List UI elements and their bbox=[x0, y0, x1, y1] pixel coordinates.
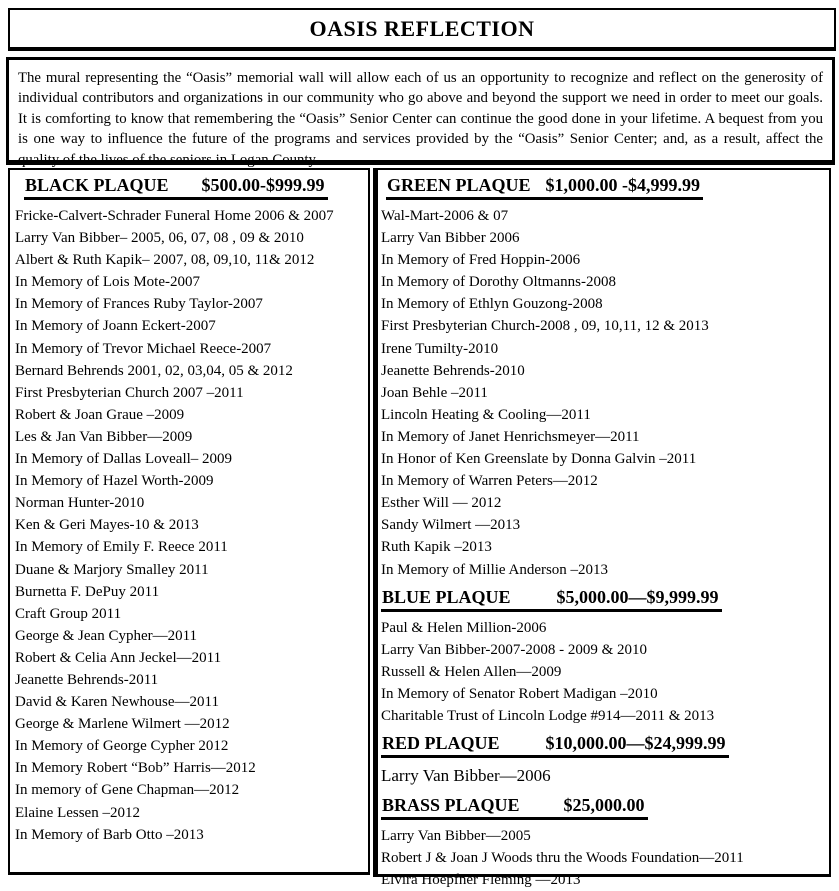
section-header-black-plaque bbox=[24, 175, 328, 200]
plaque-section-black-plaque bbox=[15, 173, 366, 846]
black-plaque-column bbox=[8, 168, 370, 875]
plaque-section-brass-plaque bbox=[381, 789, 827, 891]
donor-entry: Esther Will — 2012 bbox=[381, 495, 502, 512]
section-header-green-plaque bbox=[386, 175, 703, 200]
donor-entry: Joan Behle –2011 bbox=[381, 384, 488, 401]
plaque-levels-column bbox=[373, 168, 831, 889]
section-header-blue-plaque bbox=[381, 587, 722, 612]
donor-entry: Robert J & Joan J Woods thru the Woods Foundation—2011 bbox=[381, 850, 744, 867]
donor-entry: Robert & Joan Graue –2009 bbox=[15, 406, 185, 423]
donor-entry: Larry Van Bibber-2007-2008 - 2009 & 2010 bbox=[381, 641, 648, 658]
donor-entry: Norman Hunter-2010 bbox=[15, 495, 145, 512]
donor-entry: First Presbyterian Church-2008 , 09, 10,11, 12 & 2013 bbox=[381, 318, 709, 335]
plaque-name: GREEN PLAQUE bbox=[387, 175, 531, 195]
plaque-name: BLACK PLAQUE bbox=[25, 175, 169, 195]
donor-entry: Paul & Helen Million-2006 bbox=[381, 619, 547, 636]
donor-entry: Larry Van Bibber 2006 bbox=[381, 230, 520, 247]
donor-entry: Fricke-Calvert-Schrader Funeral Home 2006 & 2007 bbox=[15, 208, 334, 224]
donor-entry: Larry Van Bibber—2006 bbox=[381, 766, 551, 786]
plaque-section-red-plaque bbox=[381, 727, 827, 789]
donor-entry: David & Karen Newhouse—2011 bbox=[15, 694, 219, 711]
donor-entry: Lincoln Heating & Cooling—2011 bbox=[381, 406, 591, 423]
donor-entry: In Honor of Ken Greenslate by Donna Galvin –2011 bbox=[381, 451, 697, 468]
donor-entry: Larry Van Bibber– 2005, 06, 07, 08 , 09 & 2010 bbox=[15, 230, 304, 247]
donor-entry: Jeanette Behrends-2011 bbox=[15, 671, 159, 688]
donor-entry: Les & Jan Van Bibber—2009 bbox=[15, 428, 193, 445]
donor-list bbox=[15, 205, 366, 846]
donor-entry: Ken & Geri Mayes-10 & 2013 bbox=[15, 517, 199, 534]
donor-entry: In Memory of Warren Peters—2012 bbox=[381, 473, 598, 490]
donor-entry: Charitable Trust of Lincoln Lodge #914—2011 & 2013 bbox=[381, 707, 715, 724]
donor-entry: Jeanette Behrends-2010 bbox=[381, 362, 525, 379]
donor-entry: Duane & Marjory Smalley 2011 bbox=[15, 561, 209, 578]
donor-entry: Wal-Mart-2006 & 07 bbox=[381, 208, 509, 224]
donor-entry: In Memory of Dorothy Oltmanns-2008 bbox=[381, 274, 616, 291]
donor-list bbox=[381, 763, 827, 789]
donor-entry: In Memory of Millie Anderson –2013 bbox=[381, 561, 609, 578]
plaque-price-range: $500.00-$999.99 bbox=[201, 175, 325, 195]
donor-entry: Larry Van Bibber—2005 bbox=[381, 828, 531, 845]
donor-entry: In Memory of Frances Ruby Taylor-2007 bbox=[15, 296, 263, 313]
donor-entry: Bernard Behrends 2001, 02, 03,04, 05 & 2012 bbox=[15, 362, 293, 379]
donor-entry: In Memory of Trevor Michael Reece-2007 bbox=[15, 340, 272, 357]
donor-entry: Craft Group 2011 bbox=[15, 605, 122, 622]
donor-list bbox=[381, 825, 827, 891]
donor-entry: In Memory of Fred Hoppin-2006 bbox=[381, 252, 581, 269]
section-header-red-plaque bbox=[381, 733, 729, 758]
donor-entry: In Memory of Janet Henrichsmeyer—2011 bbox=[381, 428, 640, 445]
section-header-brass-plaque bbox=[381, 795, 648, 820]
donor-entry: Russell & Helen Allen—2009 bbox=[381, 663, 562, 680]
donor-list bbox=[381, 617, 827, 727]
plaque-name: BLUE PLAQUE bbox=[382, 586, 511, 607]
page-title: OASIS REFLECTION bbox=[309, 15, 535, 41]
donor-entry: In Memory of Senator Robert Madigan –2010 bbox=[381, 685, 658, 702]
plaque-price-range: $1,000.00 -$4,999.99 bbox=[545, 175, 701, 195]
plaque-price-range: $25,000.00 bbox=[563, 795, 645, 816]
donor-entry: In Memory of George Cypher 2012 bbox=[15, 738, 229, 755]
donor-entry: In Memory of Dallas Loveall– 2009 bbox=[15, 451, 233, 468]
donor-entry: In memory of Gene Chapman—2012 bbox=[15, 782, 240, 799]
donor-entry: In Memory Robert “Bob” Harris—2012 bbox=[15, 760, 256, 777]
donor-entry: First Presbyterian Church 2007 –2011 bbox=[15, 384, 244, 401]
donor-entry: Albert & Ruth Kapik– 2007, 08, 09,10, 11& 2012 bbox=[15, 252, 315, 269]
donor-entry: In Memory of Hazel Worth-2009 bbox=[15, 473, 214, 490]
intro-paragraph: The mural representing the “Oasis” memorial wall will allow each of us an opportunity to recognize and reflect on the generosity of individual contributors and organizations in our community who go above and beyond the support we need in order to meet our goals. It is comforting to know that remembering the “Oasis” Senior Center can continue the good done in your lifetime. A bequest from you is one way to influence the future of the programs and services provided by the “Oasis” Senior Center; and, as a result, affect the quality of the lives of the seniors in Logan County. bbox=[18, 70, 823, 168]
donor-entry: Elaine Lessen –2012 bbox=[15, 804, 140, 821]
donor-entry: George & Marlene Wilmert —2012 bbox=[15, 716, 230, 733]
donor-entry: Ruth Kapik –2013 bbox=[381, 539, 492, 556]
donor-entry: In Memory of Lois Mote-2007 bbox=[15, 274, 200, 291]
donor-list bbox=[381, 205, 827, 581]
donor-entry: Irene Tumilty-2010 bbox=[381, 340, 499, 357]
page-title-box bbox=[8, 8, 836, 51]
plaque-price-range: $5,000.00—$9,999.99 bbox=[556, 586, 719, 607]
donor-entry: Elvira Hoepfner Fleming —2013 bbox=[381, 872, 581, 889]
donor-entry: Burnetta F. DePuy 2011 bbox=[15, 583, 160, 600]
plaque-section-blue-plaque bbox=[381, 581, 827, 727]
intro-box bbox=[6, 57, 835, 168]
donor-entry: In Memory of Emily F. Reece 2011 bbox=[15, 539, 228, 556]
donor-entry: In Memory of Barb Otto –2013 bbox=[15, 826, 204, 843]
plaque-name: BRASS PLAQUE bbox=[382, 795, 520, 816]
plaque-price-range: $10,000.00—$24,999.99 bbox=[545, 733, 726, 754]
donor-entry: George & Jean Cypher—2011 bbox=[15, 627, 198, 644]
donor-entry: Robert & Celia Ann Jeckel—2011 bbox=[15, 649, 222, 666]
donor-entry: Sandy Wilmert —2013 bbox=[381, 517, 521, 534]
plaque-section-green-plaque bbox=[381, 173, 827, 581]
plaque-name: RED PLAQUE bbox=[382, 733, 500, 754]
donor-entry: In Memory of Joann Eckert-2007 bbox=[15, 318, 216, 335]
donor-entry: In Memory of Ethlyn Gouzong-2008 bbox=[381, 296, 603, 313]
